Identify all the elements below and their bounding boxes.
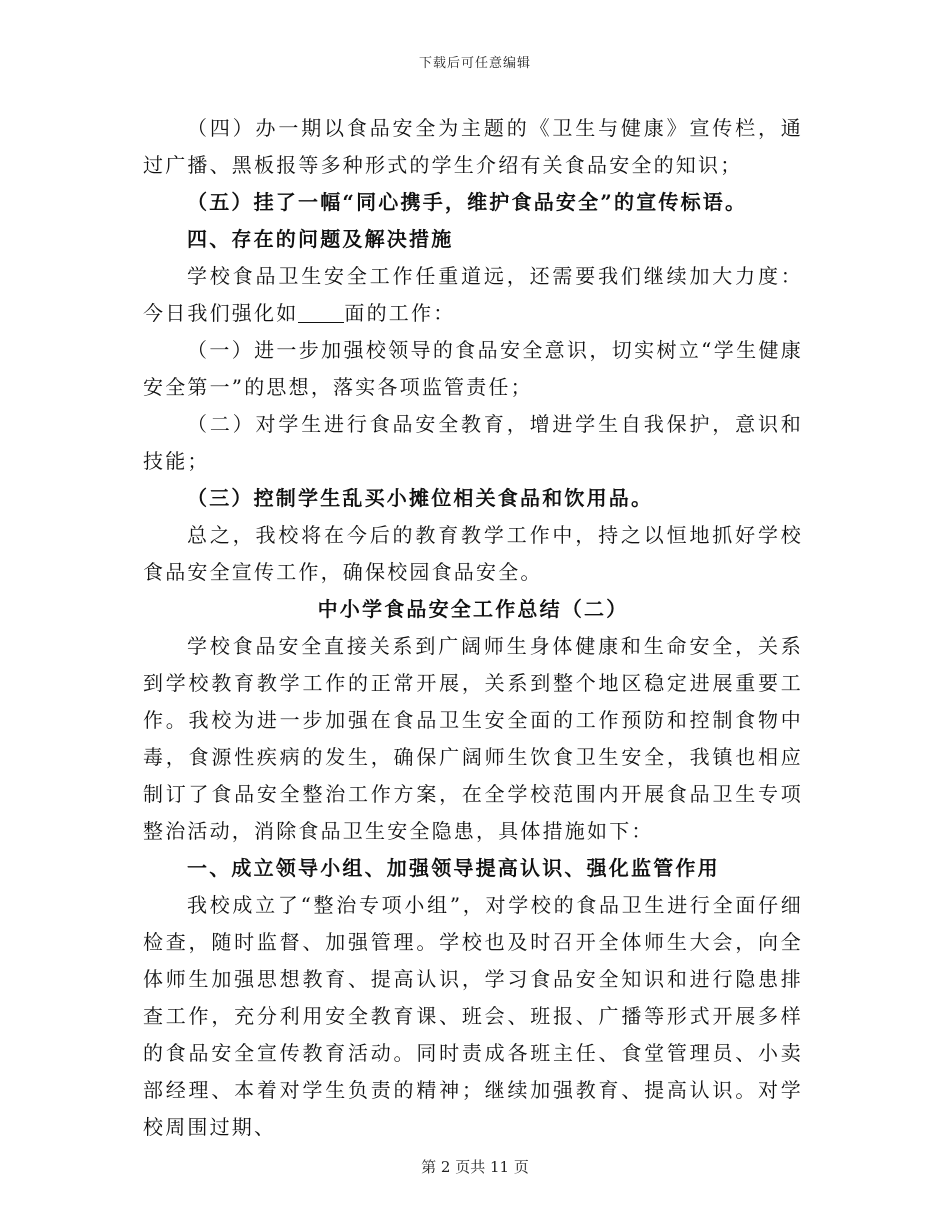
document-title-2: 中小学食品安全工作总结（二） [317, 597, 629, 621]
measure-item-2: （二）对学生进行食品安全教育，增进学生自我保护，意识和技能； [143, 412, 803, 473]
measure-item-3: （三）控制学生乱买小摊位相关食品和饮用品。 [187, 486, 654, 510]
leadership-paragraph: 我校成立了“整治专项小组”，对学校的食品卫生进行全面仔细检查，随时监督、加强管理。学校也及时召开全体师生大会，向全体师生加强思想教育、提高认识，学习食品安全知识和进行隐患排查工作，充分利用安全教育课、班会、班报、广播等形式开展多样的食品安全宣传教育活动。同时责成各班主任、食堂管理员、小卖部经理、本着对学生负责的精神；继续加强教育、提高认识。对学校周围过期、 [143, 893, 803, 1139]
page-footer: 第 2 页共 11 页 [421, 1158, 529, 1176]
fill-in-blank [298, 302, 344, 323]
paragraph-text-before-blank: 学校食品卫生安全工作任重道远，还需要我们继续加大力度：今日我们强化如 [143, 264, 803, 325]
summary-paragraph: 总之，我校将在今后的教育教学工作中，持之以恒地抓好学校食品安全宣传工作，确保校园食品安全。 [143, 523, 803, 584]
document-body [143, 110, 803, 1146]
intro-paragraph-2: 学校食品安全直接关系到广阔师生身体健康和生命安全，关系到学校教育教学工作的正常开展，关系到整个地区稳定进展重要工作。我校为进一步加强在食品卫生安全面的工作预防和控制食物中毒，食源性疾病的发生，确保广阔师生饮食卫生安全，我镇也相应制订了食品安全整治工作方案，在全学校范围内开展食品卫生专项整治活动，消除食品卫生安全隐患，具体措施如下： [143, 634, 803, 843]
section-heading-1: 一、成立领导小组、加强领导提高认识、强化监管作用 [187, 856, 720, 880]
page-header: 下载后可任意编辑 [418, 56, 531, 71]
paragraph-improvement-intro [143, 258, 803, 332]
measure-item-1: （一）进一步加强校领导的食品安全意识，切实树立“学生健康安全第一”的思想，落实各项监管责任； [143, 338, 803, 399]
paragraph-item-4: （四）办一期以食品安全为主题的《卫生与健康》宣传栏，通过广播、黑板报等多种形式的学生介绍有关食品安全的知识； [143, 116, 803, 177]
section-heading-4: 四、存在的问题及解决措施 [187, 227, 454, 251]
paragraph-item-5: （五）挂了一幅“同心携手，维护食品安全”的宣传标语。 [187, 190, 748, 214]
paragraph-text-after-blank: 面的工作： [344, 301, 456, 325]
